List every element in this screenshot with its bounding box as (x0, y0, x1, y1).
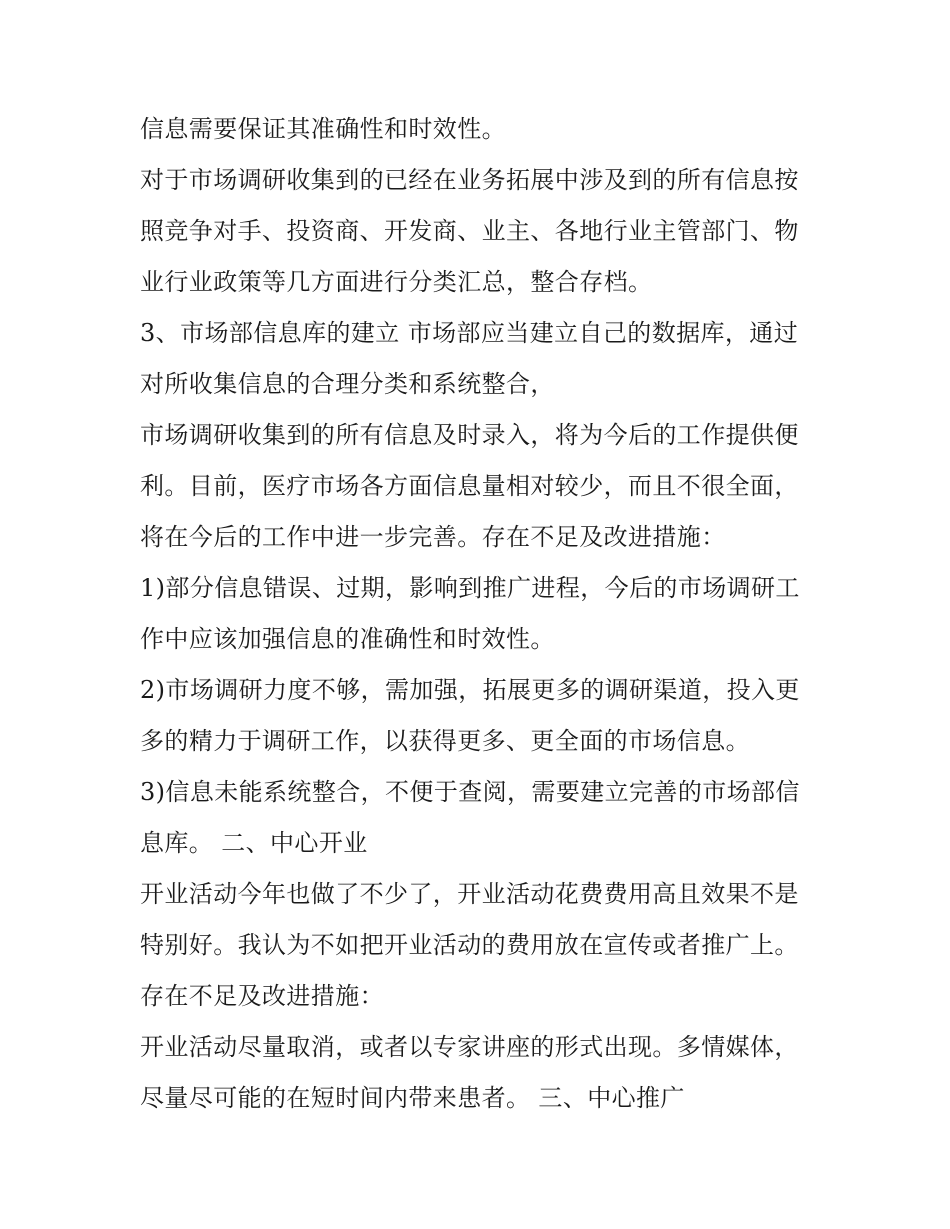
text-line: 对所收集信息的合理分类和系统整合， (140, 370, 555, 398)
text-line: 利。目前，医疗市场各方面信息量相对较少，而且不很全面， (140, 472, 799, 500)
text-line: 开业活动尽量取消，或者以专家讲座的形式出现。多情媒体， (140, 1033, 799, 1061)
text-line: 照竞争对手、投资商、开发商、业主、各地行业主管部门、物 (140, 217, 799, 245)
text-line: 3)信息未能系统整合，不便于查阅，需要建立完善的市场部信 (140, 778, 800, 806)
text-line: 2)市场调研力度不够，需加强，拓展更多的调研渠道，投入更 (140, 676, 800, 704)
text-line: 对于市场调研收集到的已经在业务拓展中涉及到的所有信息按 (140, 166, 799, 194)
text-line: 特别好。我认为不如把开业活动的费用放在宣传或者推广上。 (140, 931, 799, 959)
text-line: 存在不足及改进措施： (140, 982, 384, 1010)
text-line: 1)部分信息错误、过期，影响到推广进程，今后的市场调研工 (140, 574, 800, 602)
text-line: 开业活动今年也做了不少了，开业活动花费费用高且效果不是 (140, 880, 799, 908)
text-line: 市场调研收集到的所有信息及时录入，将为今后的工作提供便 (140, 421, 799, 449)
text-line: 尽量尽可能的在短时间内带来患者。 三、中心推广 (140, 1084, 685, 1112)
text-line: 作中应该加强信息的准确性和时效性。 (140, 625, 555, 653)
text-line: 息库。 二、中心开业 (140, 829, 368, 857)
text-line: 将在今后的工作中进一步完善。存在不足及改进措施： (140, 523, 726, 551)
text-line: 3、市场部信息库的建立 市场部应当建立自己的数据库，通过 (140, 319, 799, 347)
document-body (140, 104, 820, 1124)
text-line: 多的精力于调研工作，以获得更多、更全面的市场信息。 (140, 727, 750, 755)
text-line: 信息需要保证其准确性和时效性。 (140, 115, 506, 143)
text-line: 业行业政策等几方面进行分类汇总，整合存档。 (140, 268, 653, 296)
